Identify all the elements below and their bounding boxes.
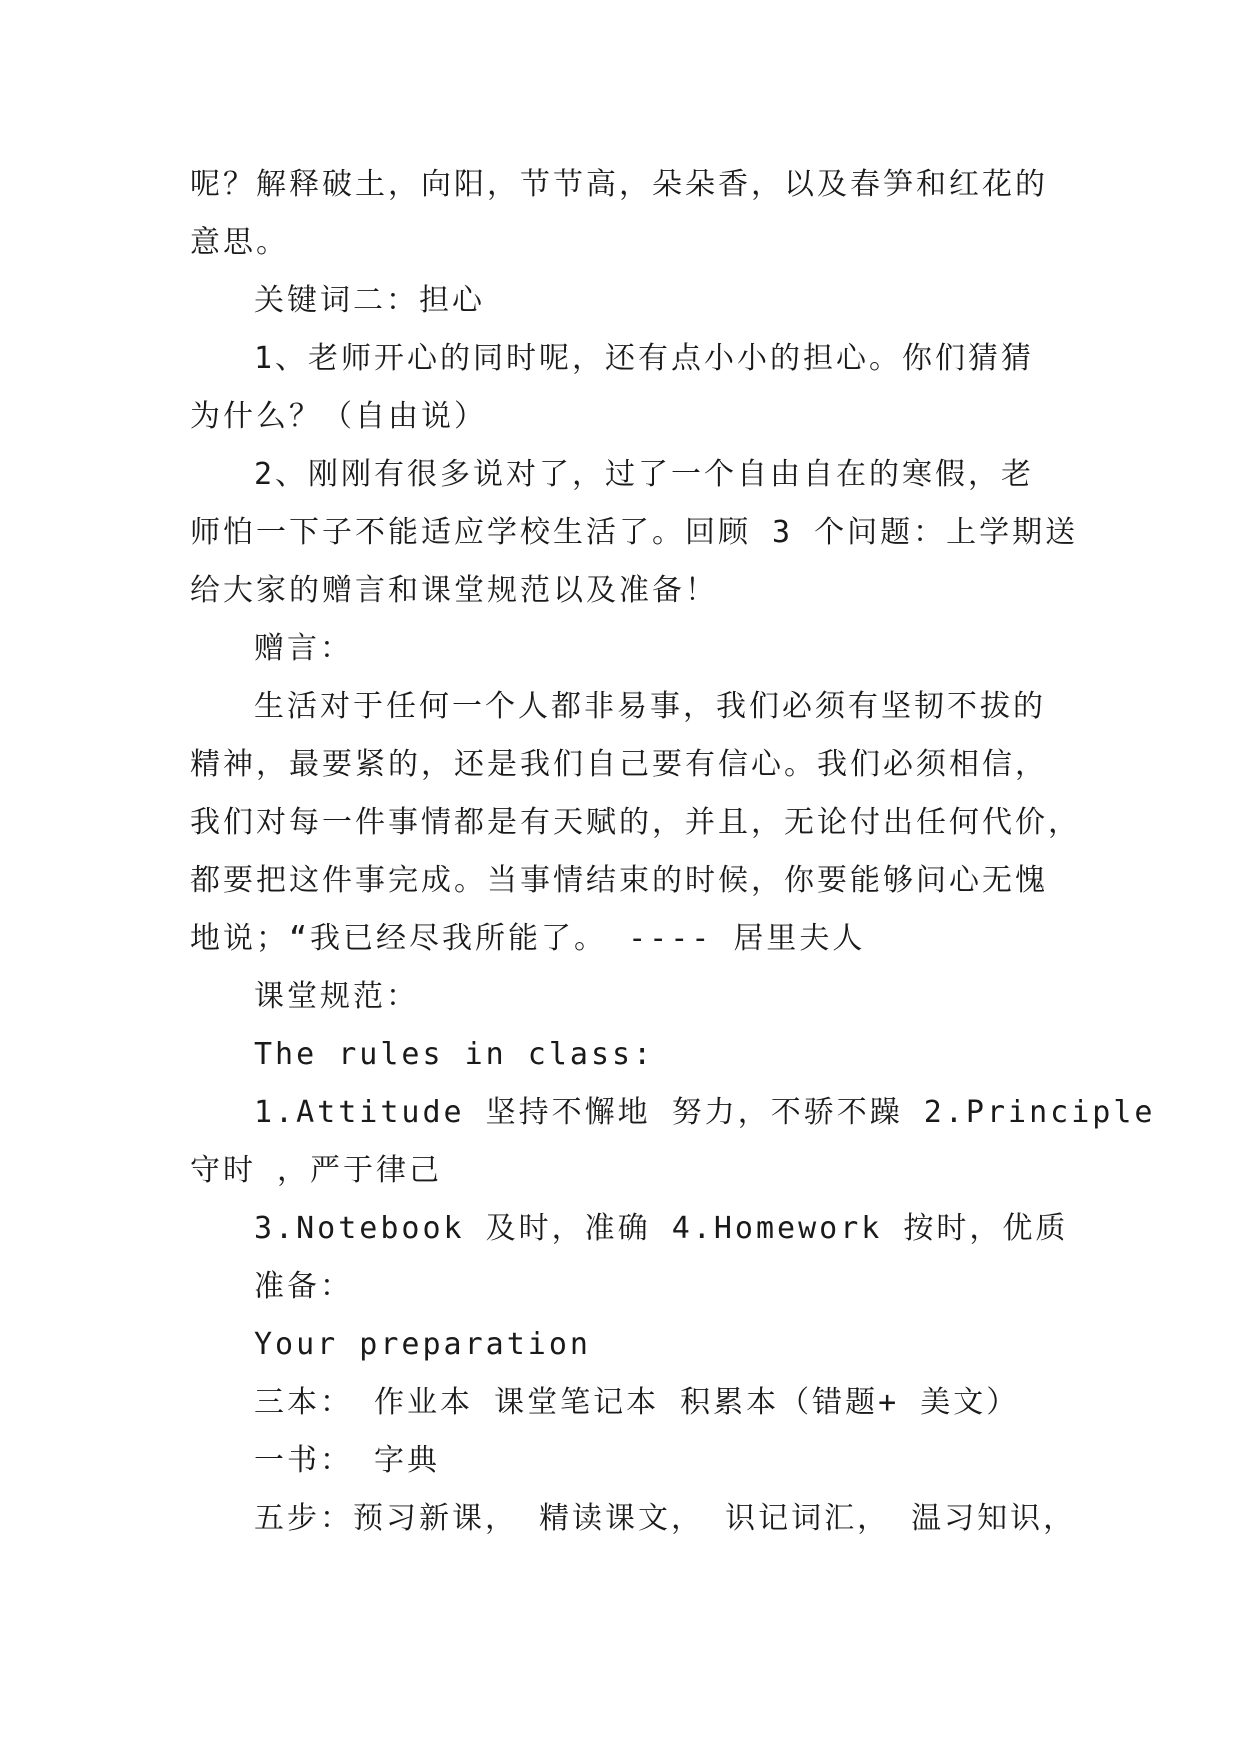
text-line: 呢？解释破土，向阳，节节高，朵朵香，以及春笋和红花的 — [190, 167, 1048, 202]
text-line: 一书： 字典 — [254, 1443, 441, 1478]
text-line: 我们对每一件事情都是有天赋的，并且，无论付出任何代价， — [190, 805, 1081, 840]
text-line: 给大家的赠言和课堂规范以及准备！ — [190, 573, 718, 608]
text-line: 生活对于任何一个人都非易事，我们必须有坚韧不拔的 — [254, 689, 1046, 724]
text-line: Your preparation — [254, 1327, 591, 1362]
text-line: 五步：预习新课， 精读课文， 识记词汇， 温习知识， — [254, 1501, 1077, 1536]
text-line: 为什么？（自由说） — [190, 399, 487, 434]
section-heading: 准备： — [254, 1269, 353, 1304]
text-line: 守时 ，严于律己 — [190, 1153, 443, 1188]
section-heading: 课堂规范： — [254, 979, 419, 1014]
text-line: 意思。 — [190, 225, 289, 260]
text-line: 精神，最要紧的，还是我们自己要有信心。我们必须相信， — [190, 747, 1048, 782]
section-heading: 赠言： — [254, 631, 353, 666]
section-heading: 关键词二：担心 — [254, 283, 485, 318]
text-line: 3.Notebook 及时，准确 4.Homework 按时，优质 — [254, 1211, 1069, 1246]
document-body — [190, 156, 1156, 1548]
text-line: 师怕一下子不能适应学校生活了。回顾 3 个问题：上学期送 — [190, 515, 1079, 550]
text-line: 1.Attitude 坚持不懈地 努力，不骄不躁 2.Principle — [254, 1095, 1156, 1130]
text-line: 1、老师开心的同时呢，还有点小小的担心。你们猜猜 — [254, 341, 1035, 376]
text-line: 都要把这件事完成。当事情结束的时候，你要能够问心无愧 — [190, 863, 1048, 898]
text-line: 地说；“我已经尽我所能了。 ---- 居里夫人 — [190, 921, 866, 956]
text-line: 三本： 作业本 课堂笔记本 积累本（错题+ 美文） — [254, 1385, 1020, 1420]
text-line: 2、刚刚有很多说对了，过了一个自由自在的寒假，老 — [254, 457, 1035, 492]
text-line: The rules in class: — [254, 1037, 655, 1072]
